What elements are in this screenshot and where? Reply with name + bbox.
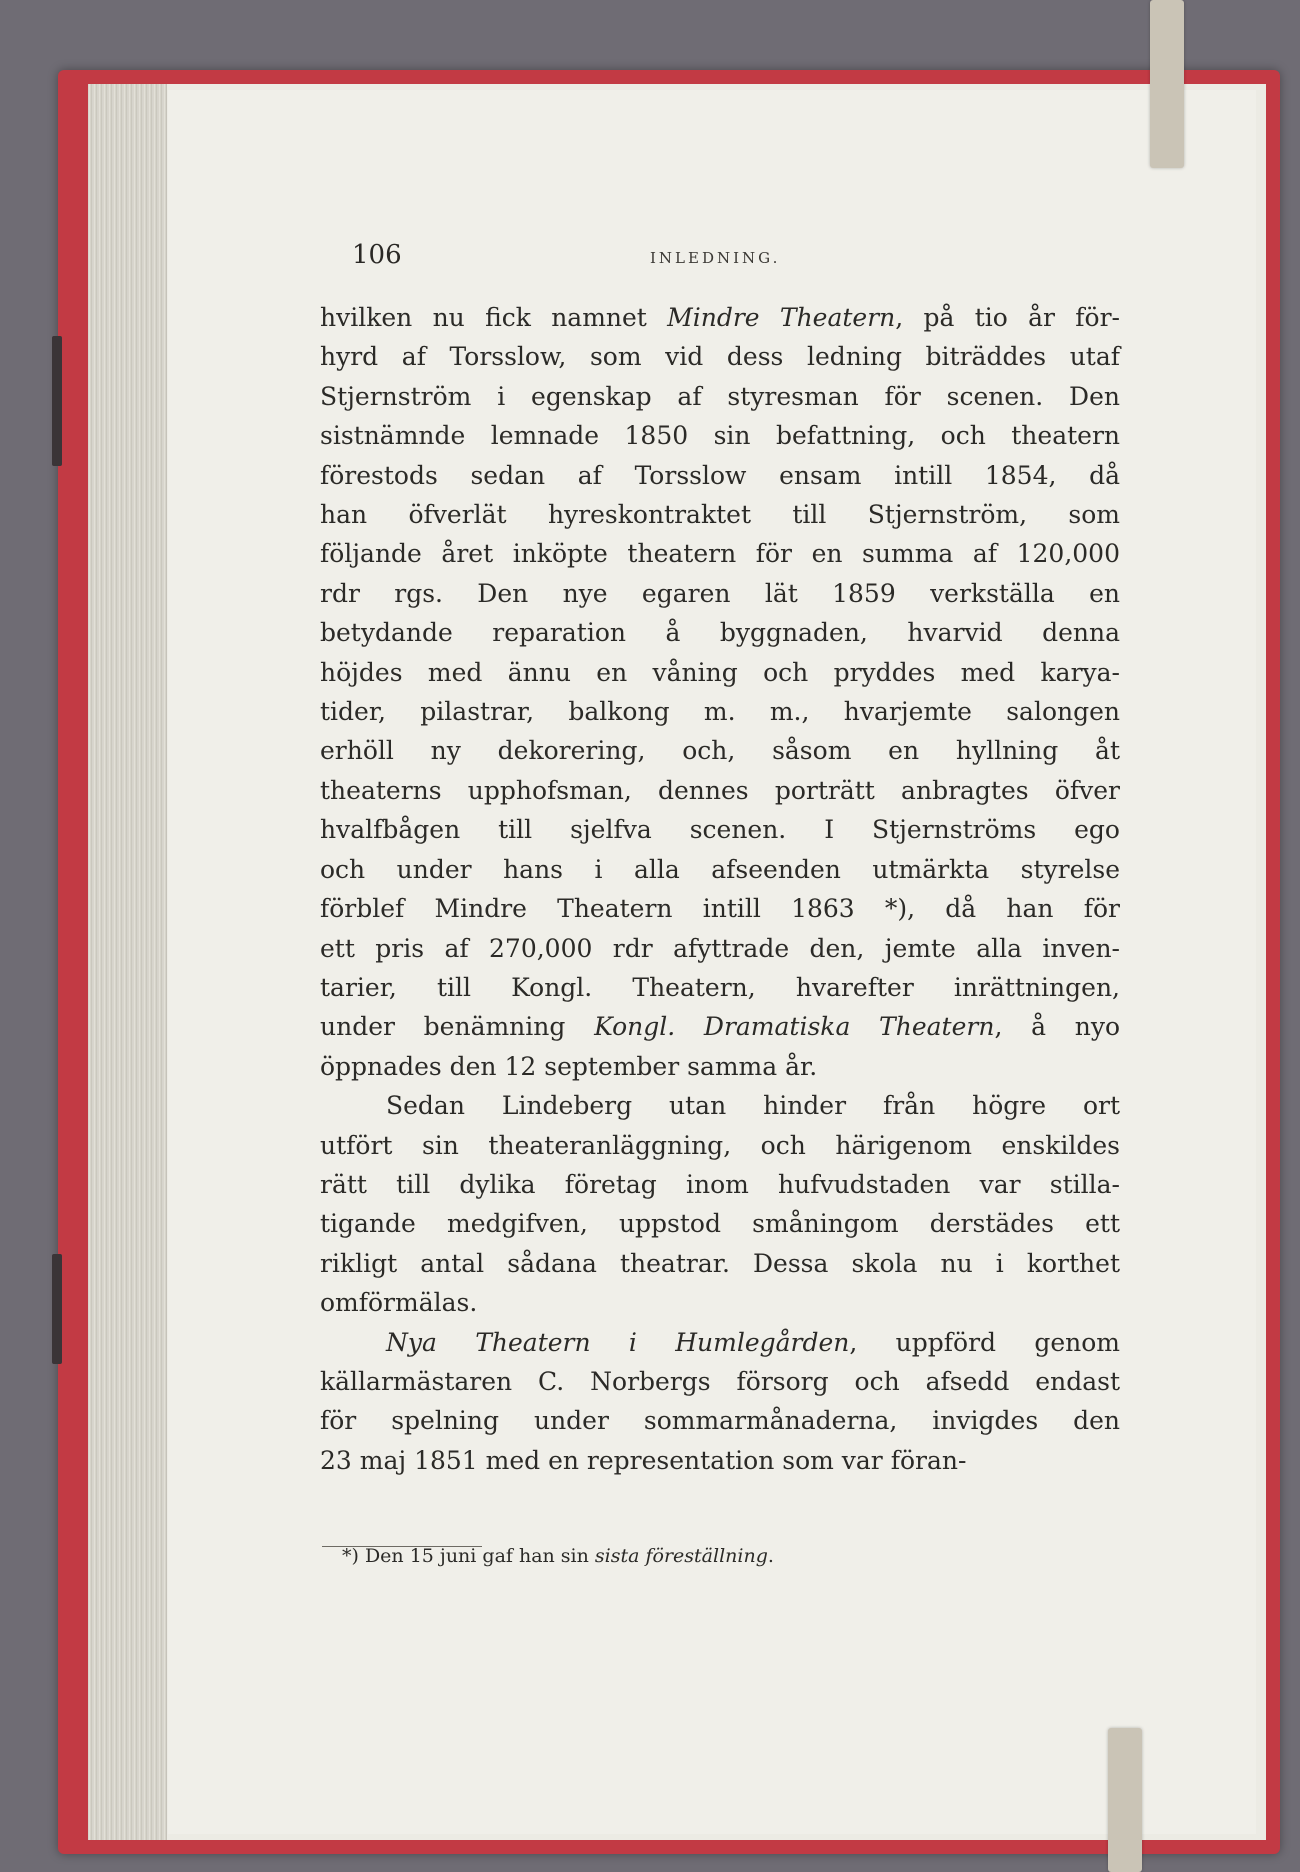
text-line [320, 613, 1120, 652]
text-line [320, 1244, 1120, 1283]
text-line [320, 1007, 1120, 1046]
text-run: 23 maj 1851 med en representation som var föran- [320, 1445, 967, 1475]
running-title: INLEDNING. [650, 249, 781, 267]
body-text [320, 298, 1120, 1480]
text-run: under benämning [320, 1012, 595, 1042]
top-page-clip [1150, 0, 1184, 168]
text-run: rikligt antal sådana theatrar. Dessa skola nu i korthet [320, 1248, 1120, 1278]
italic-text: Kongl. Dramatiska Theatern [594, 1012, 995, 1042]
text-line [320, 889, 1120, 928]
text-run: öppnades den 12 september samma år. [320, 1051, 818, 1081]
text-line [320, 1086, 1120, 1125]
text-run: tarier, till Kongl. Theatern, hvarefter inrättningen, [320, 972, 1120, 1002]
footnote-end: . [767, 1545, 774, 1567]
text-run: utfört sin theateranläggning, och härigenom enskildes [320, 1130, 1120, 1160]
footnote-text: *) Den 15 juni gaf han sin [342, 1545, 595, 1567]
text-line [320, 810, 1120, 849]
text-line [320, 1441, 1120, 1480]
text-line [320, 495, 1120, 534]
page-number: 106 [352, 240, 402, 270]
footnote-italic: sista föreställning [594, 1545, 768, 1567]
text-run: betydande reparation å byggnaden, hvarvid denna [320, 618, 1120, 648]
page-edges [88, 84, 167, 1840]
text-line [320, 1126, 1120, 1165]
text-run: följande året inköpte theatern för en summa af 120,000 [320, 539, 1120, 569]
text-run: Stjernström i egenskap af styresman för scenen. Den [320, 381, 1120, 411]
text-line [320, 574, 1120, 613]
text-run: han öfverlät hyreskontraktet till Stjernström, som [320, 500, 1120, 530]
text-line [320, 456, 1120, 495]
text-line [320, 298, 1120, 337]
text-run: , uppförd genom [849, 1327, 1120, 1357]
text-run: tigande medgifven, uppstod småningom derstädes ett [320, 1209, 1120, 1239]
text-line [320, 1204, 1120, 1243]
text-line [320, 1362, 1120, 1401]
text-run: höjdes med ännu en våning och pryddes med karya- [320, 657, 1120, 687]
text-line [320, 731, 1120, 770]
text-line [320, 850, 1120, 889]
text-line [320, 653, 1120, 692]
text-run: omförmälas. [320, 1288, 478, 1318]
text-run: sistnämnde lemnade 1850 sin befattning, och theatern [320, 421, 1120, 451]
paragraph [320, 1086, 1120, 1322]
text-run: förblef Mindre Theatern intill 1863 *), då han för [320, 894, 1120, 924]
italic-text: Nya Theatern i Humlegården [386, 1327, 850, 1357]
text-line [320, 771, 1120, 810]
bottom-page-clip [1108, 1728, 1142, 1872]
text-run: hyrd af Torsslow, som vid dess ledning biträddes utaf [320, 342, 1120, 372]
text-line [320, 929, 1120, 968]
text-run: rdr rgs. Den nye egaren lät 1859 verkställa en [320, 578, 1120, 608]
text-line [320, 692, 1120, 731]
text-line [320, 1047, 1120, 1086]
left-edge-tab [52, 1254, 62, 1364]
paragraph [320, 298, 1120, 1086]
text-line [320, 1283, 1120, 1322]
text-line [320, 337, 1120, 376]
italic-text: Mindre Theatern [667, 303, 896, 332]
text-run: för spelning under sommarmånaderna, invigdes den [320, 1406, 1120, 1436]
text-line [320, 416, 1120, 455]
text-run: rätt till dylika företag inom hufvudstaden var stilla- [320, 1169, 1120, 1199]
text-run: tider, pilastrar, balkong m. m., hvarjemte salongen [320, 697, 1120, 727]
footnote [342, 1540, 774, 1572]
text-run: , på tio år för- [895, 303, 1120, 332]
text-run: Sedan Lindeberg utan hinder från högre ort [386, 1091, 1120, 1121]
text-run: och under hans i alla afseenden utmärkta styrelse [320, 854, 1120, 884]
text-run: erhöll ny dekorering, och, såsom en hyllning åt [320, 736, 1120, 766]
paragraph [320, 1323, 1120, 1481]
text-line [320, 377, 1120, 416]
text-run: ett pris af 270,000 rdr afyttrade den, jemte alla inven- [320, 933, 1120, 963]
text-run: förestods sedan af Torsslow ensam intill 1854, då [320, 460, 1120, 490]
text-run: hvilken nu fick namnet [320, 303, 668, 332]
running-head [352, 235, 1132, 275]
text-run: källarmästaren C. Norbergs försorg och afsedd endast [320, 1366, 1120, 1396]
text-run: theaterns upphofsman, dennes porträtt anbragtes öfver [320, 775, 1120, 805]
text-line [320, 1165, 1120, 1204]
text-line [320, 1323, 1120, 1362]
text-line [320, 968, 1120, 1007]
text-run: hvalfbågen till sjelfva scenen. I Stjernströms ego [320, 815, 1120, 845]
left-edge-tab [52, 336, 62, 466]
text-run: , å nyo [994, 1012, 1120, 1042]
text-line [320, 534, 1120, 573]
text-line [320, 1401, 1120, 1440]
